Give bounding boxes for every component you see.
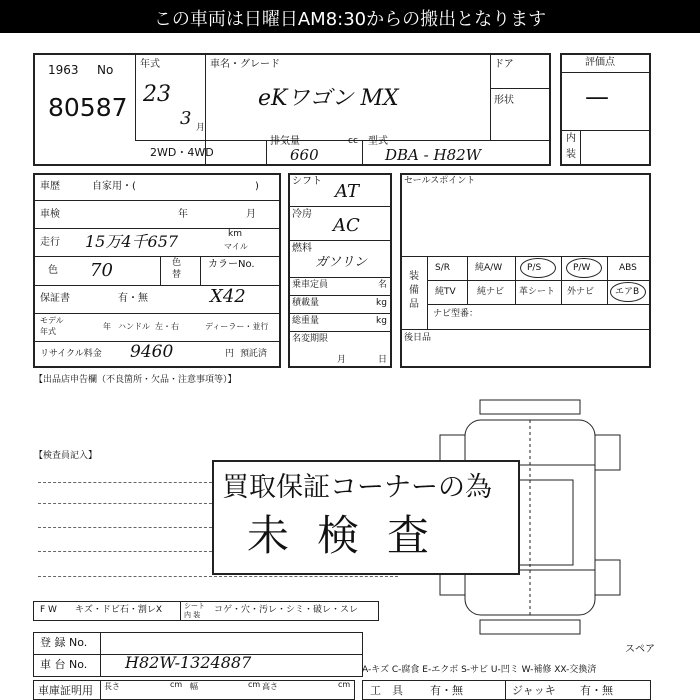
handle-value: 左・右: [155, 322, 179, 331]
month-value: 3: [180, 108, 192, 129]
inspector-label: 【検査員記入】: [34, 451, 98, 461]
equipment-grid: [427, 256, 651, 329]
stamp-line2: 未検査: [247, 511, 458, 560]
shift-label: シフト: [292, 176, 322, 187]
capacity-unit: 名: [378, 280, 388, 290]
cert-cm3: cm: [338, 680, 351, 689]
change-label: 名変期限: [292, 334, 329, 344]
jack-label: ジャッキ: [512, 684, 556, 697]
weight-unit: kg: [376, 316, 387, 326]
equip-airbag: エアB: [615, 287, 640, 297]
color-no-value: X42: [210, 286, 246, 307]
tools-label: 工 具: [370, 684, 403, 697]
score-value: —: [585, 83, 609, 111]
ps-circle-mark: [520, 258, 556, 278]
name-label: 車名・グレード: [210, 59, 280, 70]
displacement-label: 排気量: [270, 136, 300, 147]
change-month: 月: [337, 355, 347, 365]
change-day: 日: [378, 355, 388, 365]
displacement-unit: cc: [348, 136, 358, 146]
equip-pw: P/W: [573, 263, 591, 273]
name-value: eKワゴン MX: [258, 86, 399, 111]
interior-label-2: 装: [566, 149, 576, 160]
cert-cm2: cm: [248, 680, 261, 689]
color-value: 70: [90, 260, 113, 281]
history-close: ): [255, 181, 259, 192]
history-label: 車歴: [40, 181, 60, 192]
stamp-line1: 買取保証コーナーの為: [222, 472, 492, 503]
damage-legend: A-キズ C-腐食 E-エクボ S-サビ U-凹ミ W-補修 XX-交換済: [362, 665, 597, 675]
year-value: 23: [143, 82, 171, 107]
ac-label: 冷房: [292, 209, 312, 220]
model-year-label-1: モデル: [40, 316, 64, 325]
cert-width: 幅: [190, 682, 198, 691]
history-value: 自家用・(: [92, 181, 136, 192]
lot-number: 80587: [48, 93, 128, 122]
recycle-label: リサイクル料金: [40, 349, 102, 359]
load-label: 積載量: [292, 298, 320, 308]
spare-label: スペア: [625, 644, 655, 655]
cert-cm1: cm: [170, 680, 183, 689]
mileage-unit-mile: マイル: [224, 242, 248, 251]
lot-prefix: 1963: [48, 63, 79, 77]
equip-navi: 純ナビ: [477, 287, 505, 297]
model-label: 型式: [368, 136, 388, 147]
color-label: 色: [48, 265, 58, 276]
color-no-label: カラーNo.: [208, 259, 255, 270]
cert-length: 長さ: [104, 682, 120, 691]
model-year-unit: 年: [103, 322, 111, 331]
cert-label: 車庫証明用: [38, 684, 93, 697]
mileage-unit-km: km: [228, 229, 242, 239]
recycle-deposit: 預託済: [240, 349, 268, 359]
later-label: 後日品: [404, 333, 432, 343]
load-unit: kg: [376, 298, 387, 308]
fuel-value: ガソリン: [315, 255, 368, 270]
airbag-circle-mark: [610, 282, 646, 302]
interior-label-1: 内: [566, 133, 576, 144]
equip-leather: 革シート: [519, 287, 556, 297]
mileage-value: 15万4千657: [85, 232, 179, 251]
weight-label: 総重量: [292, 316, 320, 326]
ac-value: AC: [333, 215, 360, 236]
drive-value: 2WD・4WD: [150, 146, 214, 159]
handle-label: ハンドル: [118, 322, 150, 331]
tools-value: 有・無: [430, 684, 463, 697]
equip-sr: S/R: [435, 263, 450, 273]
navi-model-label: ナビ型番：: [433, 309, 479, 319]
equip-ext-navi: 外ナビ: [567, 287, 595, 297]
history-box: [33, 173, 281, 368]
banner-text: この車両は日曜日AM8:30からの搬出となります: [153, 9, 547, 30]
inspection-month: 月: [246, 209, 256, 220]
capacity-label: 乗車定員: [292, 280, 329, 290]
shift-value: AT: [335, 181, 360, 202]
equip-aw: 純A/W: [475, 263, 503, 273]
seat-text: コゲ・穴・汚レ・シミ・破レ・スレ: [214, 605, 359, 615]
pw-circle-mark: [566, 258, 602, 278]
recycle-value: 9460: [130, 342, 174, 362]
car-roof: [480, 400, 580, 414]
equip-tv: 純TV: [435, 287, 456, 297]
chassis-label: 車 台 No.: [40, 658, 88, 671]
jack-value: 有・無: [580, 684, 613, 697]
lot-label: No: [97, 63, 114, 77]
chassis-value: H82W-1324887: [125, 653, 252, 672]
seat-label-2: 内 装: [184, 611, 201, 619]
model-value: DBA - H82W: [385, 146, 482, 164]
warranty-label: 保証書: [40, 293, 70, 304]
inspection-label: 車検: [40, 209, 60, 220]
displacement-value: 660: [290, 146, 319, 164]
shape-label: 形状: [494, 95, 514, 106]
reg-label: 登 録 No.: [40, 636, 88, 649]
equip-ps: P/S: [527, 263, 542, 273]
dealer-notes-label: 【出品店申告欄（不良箇所・欠品・注意事項等）】: [34, 375, 237, 385]
cert-height: 高さ: [262, 682, 278, 691]
model-year-label-2: 年式: [40, 327, 56, 336]
color-change-2: 替: [172, 270, 182, 280]
recycle-unit: 円: [225, 349, 235, 359]
color-change-1: 色: [172, 258, 182, 268]
equipment-label: 装備品: [409, 271, 419, 310]
fw-label: F W: [40, 605, 57, 615]
dealer-label: ディーラー・並行: [205, 322, 269, 331]
warranty-value: 有・無: [118, 293, 148, 304]
inspection-year: 年: [178, 209, 188, 220]
mileage-label: 走行: [40, 237, 60, 248]
fw-text: キズ・ドビ石・割レX: [75, 605, 162, 615]
month-suffix: 月: [196, 123, 206, 133]
year-label: 年式: [140, 59, 160, 70]
seat-label-1: シート: [184, 602, 205, 610]
door-label: ドア: [494, 59, 514, 70]
fuel-label: 燃料: [292, 243, 312, 254]
sales-point-label: セールスポイント: [404, 176, 476, 186]
score-label: 評価点: [585, 57, 615, 68]
equip-abs: ABS: [619, 263, 637, 273]
